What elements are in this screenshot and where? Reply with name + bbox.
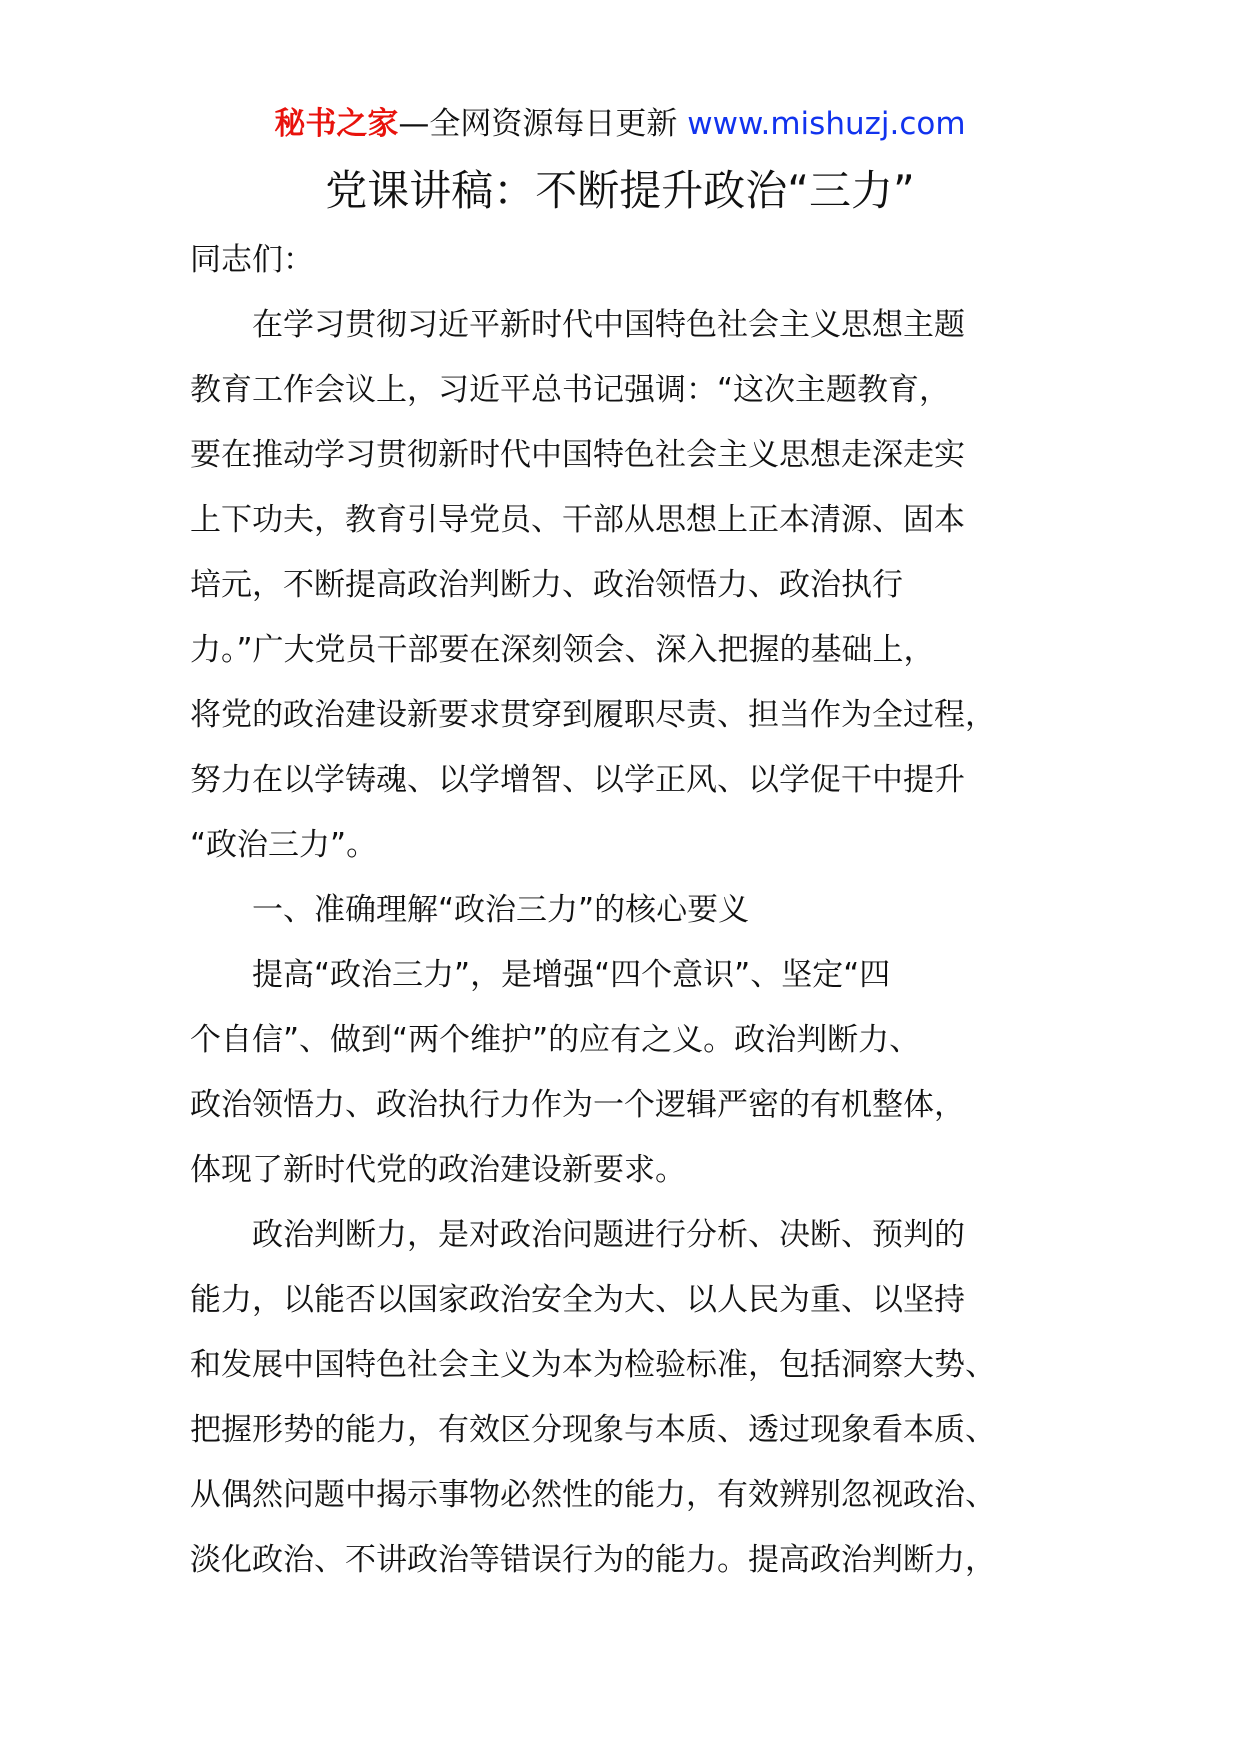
banner-slogan: —全网资源每日更新 [398,106,688,142]
text-line: 把握形势的能力，有效区分现象与本质、透过现象看本质、 [190,1412,996,1448]
brand-name: 秘书之家 [274,106,399,142]
text-line: 政治领悟力、政治执行力作为一个逻辑严密的有机整体， [190,1087,965,1123]
text-line: 能力，以能否以国家政治安全为大、以人民为重、以坚持 [190,1282,965,1318]
text-line: 教育工作会议上，习近平总书记强调：“这次主题教育， [190,372,951,408]
text-line: 将党的政治建设新要求贯穿到履职尽责、担当作为全过程， [190,697,996,733]
text-line: 和发展中国特色社会主义为本为检验标准，包括洞察大势、 [190,1347,996,1383]
text-line: 淡化政治、不讲政治等错误行为的能力。提高政治判断力， [190,1542,996,1578]
text-line: 从偶然问题中揭示事物必然性的能力，有效辨别忽视政治、 [190,1477,996,1513]
document-body [190,228,1070,1593]
header-banner [0,102,1240,146]
text-line: 体现了新时代党的政治建设新要求。 [190,1152,686,1188]
text-line: 在学习贯彻习近平新时代中国特色社会主义思想主题 [252,307,965,343]
greeting: 同志们： [190,242,314,278]
text-line: 努力在以学铸魂、以学增智、以学正风、以学促干中提升 [190,762,965,798]
text-line: 提高“政治三力”，是增强“四个意识”、坚定“四 [252,957,891,993]
paragraph-meaning [190,943,1070,1203]
text-line: 力。”广大党员干部要在深刻领会、深入把握的基础上， [190,632,935,668]
section-heading [190,878,1070,943]
text-line: 个自信”、做到“两个维护”的应有之义。政治判断力、 [190,1022,921,1058]
website-link[interactable]: www.mishuzj.com [687,106,966,142]
paragraph-judgment [190,1203,1070,1593]
text-line: 上下功夫，教育引导党员、干部从思想上正本清源、固本 [190,502,965,538]
text-line: 政治判断力，是对政治问题进行分析、决断、预判的 [252,1217,965,1253]
text-line: 要在推动学习贯彻新时代中国特色社会主义思想走深走实 [190,437,965,473]
text-line: 培元，不断提高政治判断力、政治领悟力、政治执行 [190,567,903,603]
text-line: “政治三力”。 [190,827,378,863]
paragraph-intro [190,293,1070,878]
heading-text: 一、准确理解“政治三力”的核心要义 [252,892,750,928]
document-title: 党课讲稿：不断提升政治“三力” [325,166,915,215]
